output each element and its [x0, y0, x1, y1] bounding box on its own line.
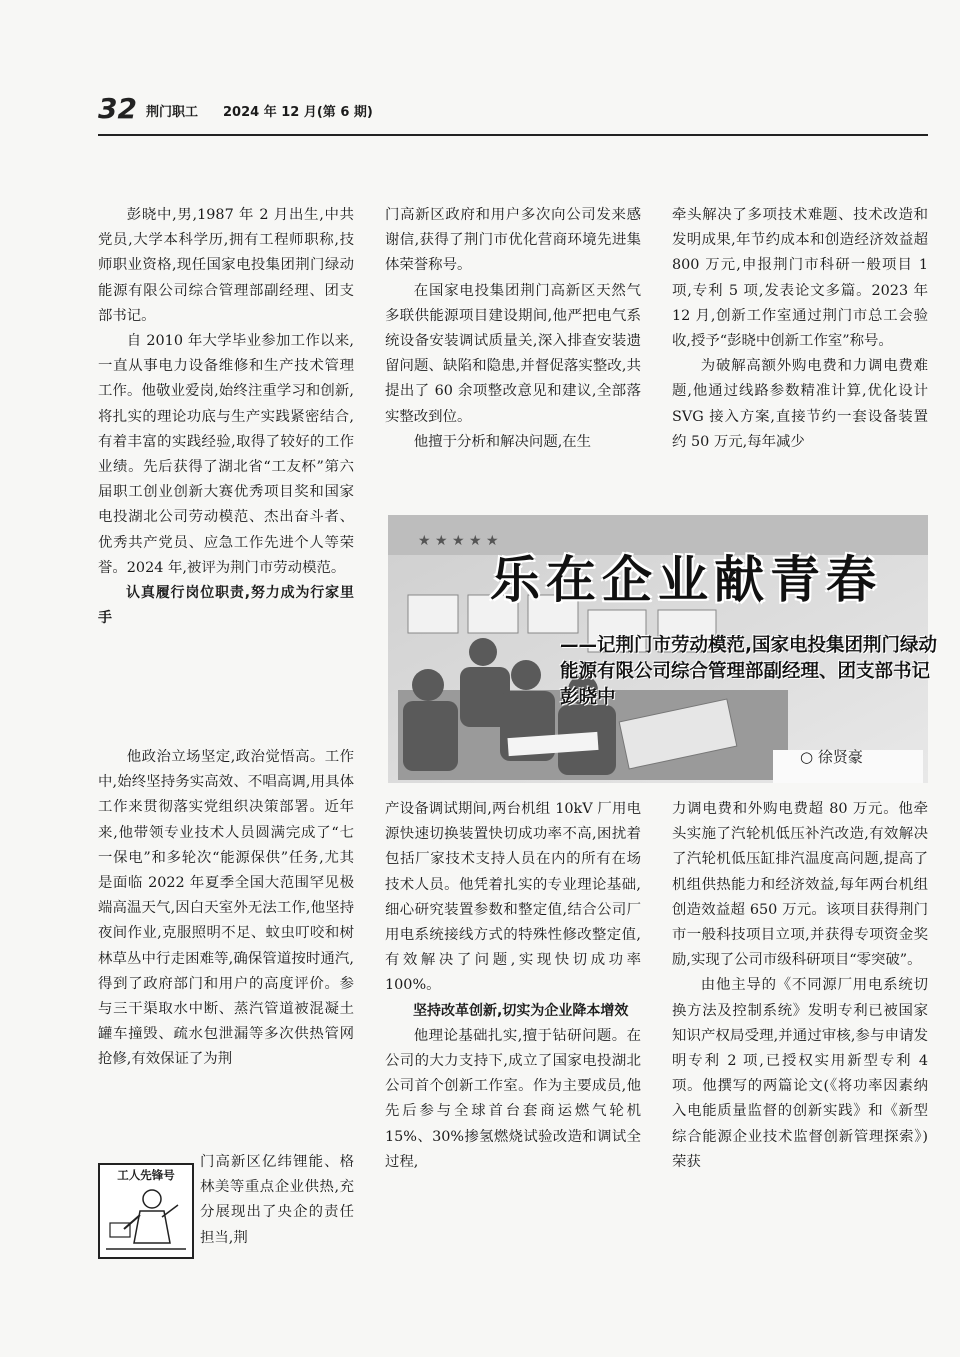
paragraph: 门高新区亿纬锂能、格林美等重点企业供热,充分展现出了央企的责任担当,荆: [200, 1154, 354, 1246]
page-number: 32: [98, 92, 137, 125]
worker-pioneer-badge: [98, 1163, 194, 1259]
paragraph: 自 2010 年大学毕业参加工作以来,一直从事电力设备维修和生产技术管理工作。他敬业爱岗,始终注重学习和创新,将扎实的理论功底与生产实践紧密结合,有着丰富的实践经验,取得了较好的工作业绩。先后获得了湖北省“工友杯”第六届职工创业创新大赛优秀项目奖和国家电投湖北公司劳动模范、杰出奋斗者、优秀共产党员、应急工作先进个人等荣誉。2024 年,被评为荆门市劳动模范。: [98, 333, 354, 576]
paragraph: 由他主导的《不同源厂用电系统切换方法及控制系统》发明专利已被国家知识产权局受理,并通过审核,参与申请发明专利 2 项,已授权实用新型专利 4 项。他撰写的两篇论文(《将功率因素纳入电能质量监督的创新实践》和《新型综合能源企业技术监督创新管理探索》)荣获: [672, 977, 928, 1170]
paragraph: 他擅于分析和解决问题,在生: [413, 433, 592, 450]
page-header: [98, 92, 928, 132]
paragraph: 彭晓中,男,1987 年 2 月出生,中共党员,大学本科学历,拥有工程师职称,技师职业资格,现任国家电投集团荆门绿动能源有限公司综合管理部副经理、团支部书记。: [98, 207, 354, 324]
article-subtitle: ——记荆门市劳动模范,国家电投集团荆门绿动能源有限公司综合管理部副经理、团支部书记彭晓中: [560, 635, 938, 708]
section-heading: 认真履行岗位职责,努力成为行家里手: [98, 585, 354, 627]
column-3-bottom: [672, 797, 928, 1175]
paragraph: 为破解高额外购电费和力调电费难题,他通过线路参数精准计算,优化设计 SVG 接入方案,直接节约一套设备装置约 50 万元,每年减少: [672, 358, 928, 450]
section-heading: 坚持改革创新,切实为企业降本增效: [413, 1002, 629, 1019]
worker-illustration-icon: [100, 1183, 192, 1257]
paragraph: 牵头解决了多项技术难题、技术改造和发明成果,年节约成本和创造经济效益超 800 万元,申报荆门市科研一般项目 1 项,专利 5 项,发表论文多篇。2023 年 12 月,创新工作室通过荆门市总工会验收,授予“彭晓中创新工作室”称号。: [672, 207, 928, 350]
column-1-bottom: [200, 1150, 354, 1251]
paragraph: 他政治立场坚定,政治觉悟高。工作中,始终坚持务实高效、不唱高调,用具体工作来贯彻落实党组织决策部署。近年来,他带领专业技术人员圆满完成了“七一保电”和多轮次“能源保供”任务,尤其是面临 2022 年夏季全国大范围罕见极端高温天气,因白天室外无法工作,他坚持夜间作业,克服照明不足、蚊虫叮咬和树林草丛中行走困难等,确保管道按时通汽,得到了政府部门和用户的高度评价。参与三干渠取水中断、蒸汽管道被混凝土罐车撞毁、疏水包泄漏等多次供热管网抢修,有效保证了为荆: [98, 749, 354, 1068]
badge-title: 工人先锋号: [117, 1168, 175, 1182]
publication-name: 荆门职工: [146, 105, 199, 120]
article-title: 乐在企业献青春: [490, 550, 882, 609]
paragraph: 门高新区政府和用户多次向公司发来感谢信,获得了荆门市优化营商环境先进集体荣誉称号。: [385, 207, 641, 274]
paragraph: 他理论基础扎实,擅于钻研问题。在公司的大力支持下,成立了国家电投湖北公司首个创新工作室。作为主要成员,他先后参与全球首台套商运燃气轮机 15%、30%掺氢燃烧试验改造和调试全过程,: [385, 1027, 641, 1170]
paragraph: 力调电费和外购电费超 80 万元。他牵头实施了汽轮机低压补汽改造,有效解决了汽轮机低压缸排汽温度高问题,提高了机组供热能力和经济效益,每年两台机组创造效益超 650 万元。该项目获得荆门市一般科技项目立项,并获得专项资金奖励,实现了公司市级科研项目“零突破”。: [672, 801, 928, 969]
author-byline: ○ 徐贤豪: [800, 748, 863, 766]
header-rule: [98, 134, 928, 136]
column-2-top: [385, 203, 641, 455]
svg-text:★ ★ ★ ★ ★: ★ ★ ★ ★ ★: [418, 533, 499, 549]
column-2-bottom: [385, 797, 641, 1175]
issue-date: 2024 年 12 月(第 6 期): [223, 105, 373, 120]
paragraph: 在国家电投集团荆门高新区天然气多联供能源项目建设期间,他严把电气系统设备安装调试质量关,深入排查安装遗留问题、缺陷和隐患,并督促落实整改,共提出了 60 余项整改意见和建议,全部落实整改到位。: [385, 282, 641, 425]
column-1-top: [98, 203, 354, 631]
column-1-middle: [98, 745, 354, 1073]
paragraph: 产设备调试期间,两台机组 10kV 厂用电源快速切换装置快切成功率不高,困扰着包括厂家技术支持人员在内的所有在场技术人员。他凭着扎实的专业理论基础,细心研究装置参数和整定值,结合公司厂用电系统接线方式的特殊性修改整定值,有效解决了问题,实现快切成功率 100%。: [385, 801, 641, 994]
column-3-top: [672, 203, 928, 455]
